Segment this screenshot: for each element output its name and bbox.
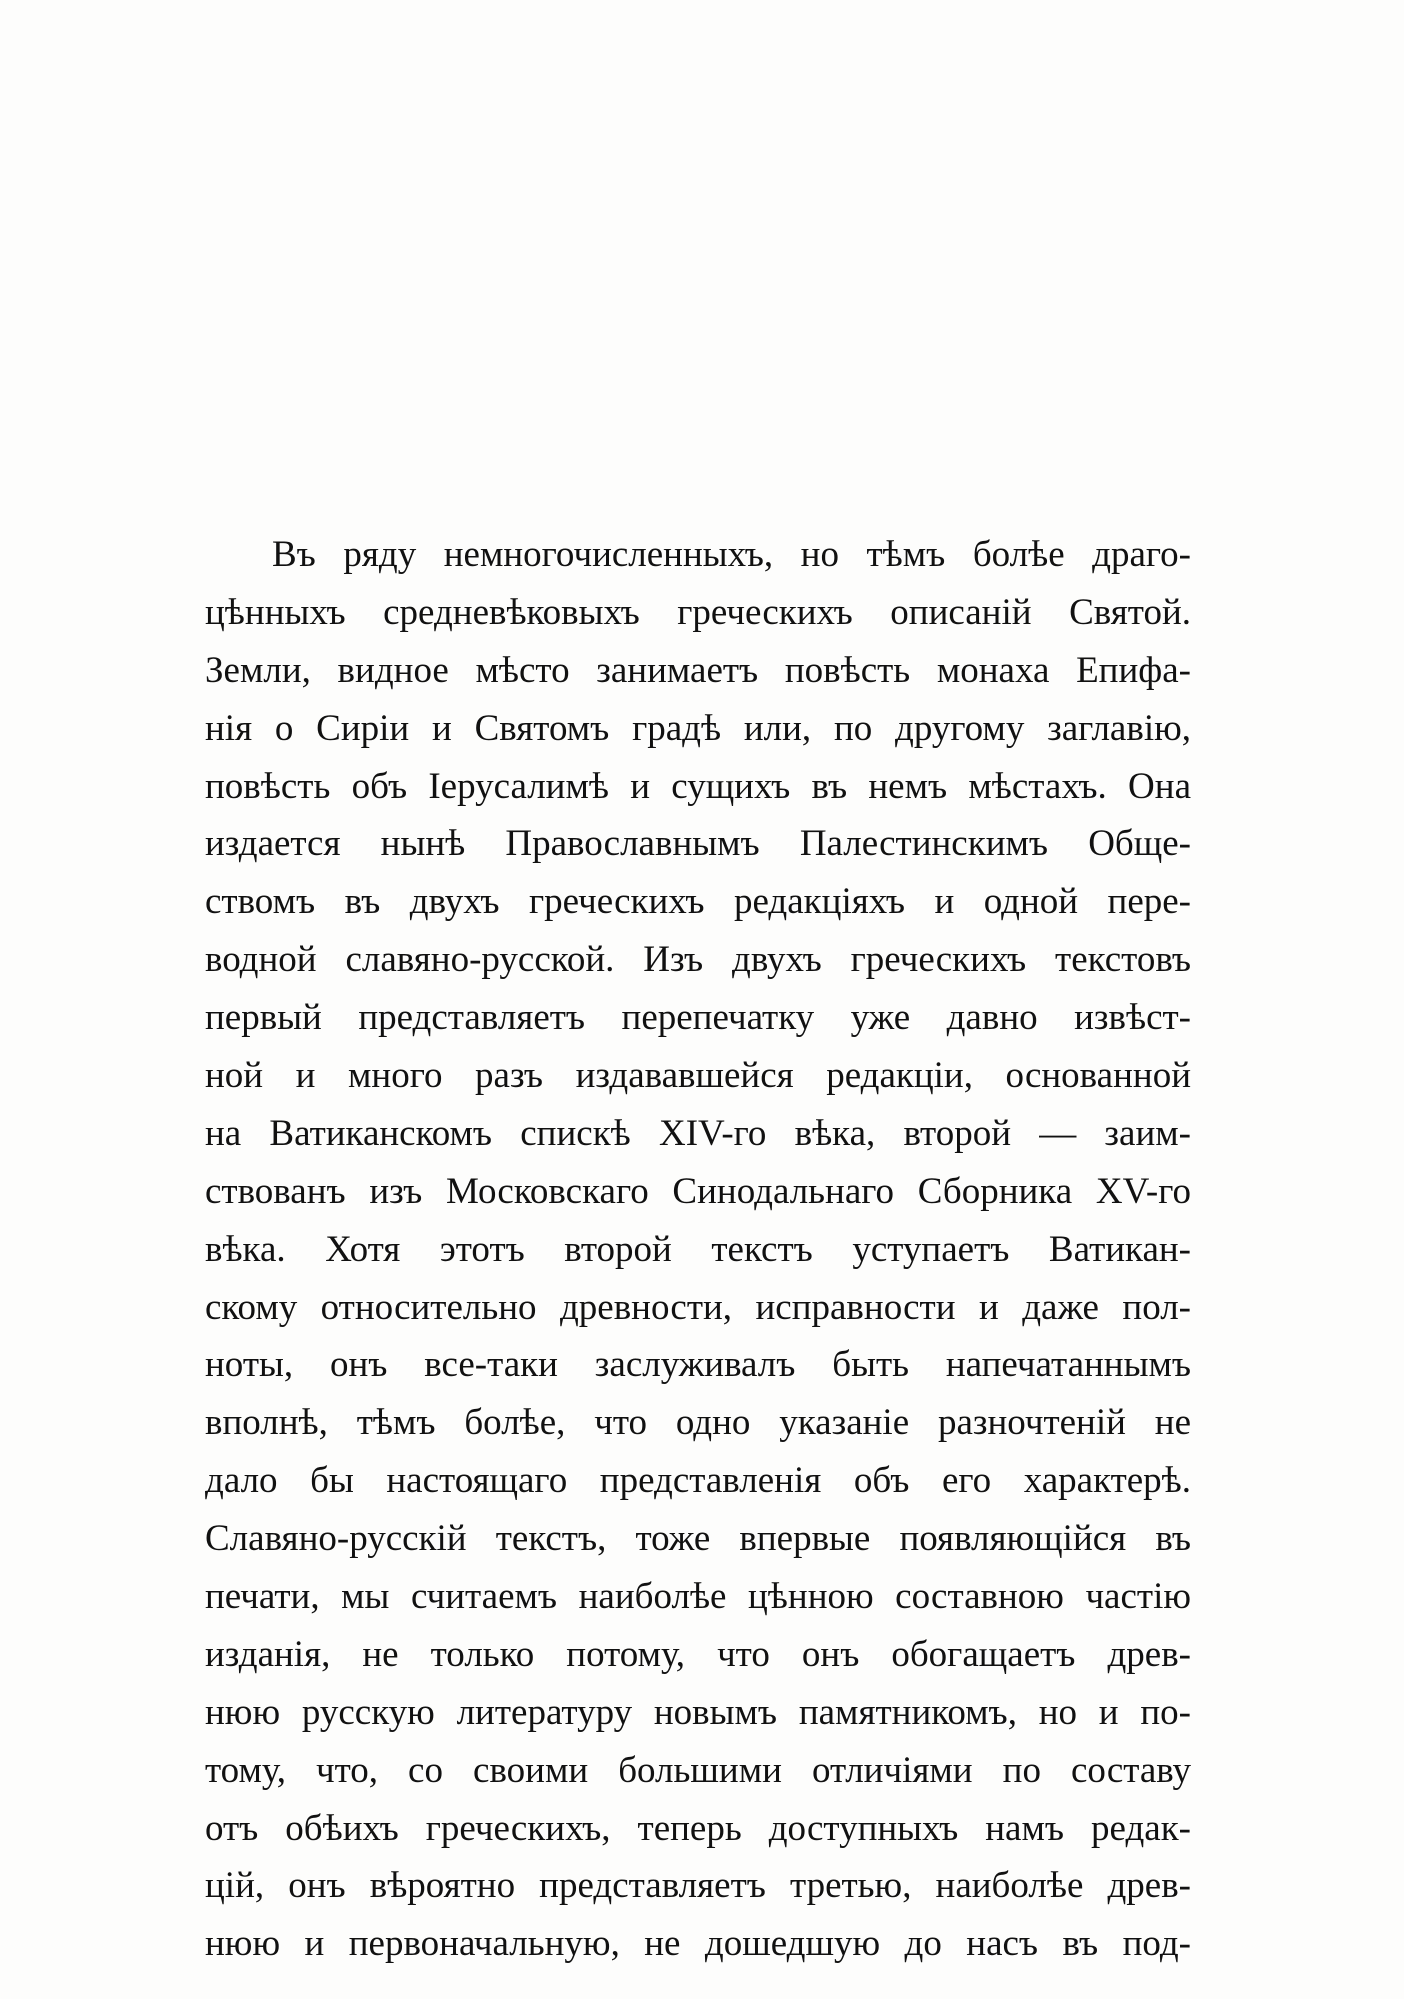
text-line: нюю русскую литературу новымъ памятникомъ, но и по- — [205, 1691, 1191, 1733]
text-line: Земли, видное мѣсто занимаетъ повѣсть монаха Епифа- — [205, 649, 1191, 691]
text-line: водной славяно-русской. Изъ двухъ греческихъ текстовъ — [205, 939, 1191, 981]
text-line: ноты, онъ все-таки заслуживалъ быть напечатаннымъ — [205, 1344, 1191, 1386]
text-line: ствомъ въ двухъ греческихъ редакціяхъ и одной пере- — [205, 881, 1191, 923]
text-line: скому относительно древности, исправности и даже пол- — [205, 1286, 1191, 1328]
text-line: Славяно-русскій текстъ, тоже впервые появляющійся въ — [205, 1518, 1191, 1560]
text-line: Въ ряду немногочисленныхъ, но тѣмъ болѣе драго- — [272, 534, 1191, 575]
text-line: цѣнныхъ средневѣковыхъ греческихъ описаній Святой. — [205, 591, 1191, 633]
text-line: нія о Сиріи и Святомъ градѣ или, по другому заглавію, — [205, 707, 1191, 749]
text-line: ной и много разъ издававшейся редакціи, основанной — [205, 1055, 1191, 1097]
text-line: нюю и первоначальную, не дошедшую до насъ въ под- — [205, 1923, 1191, 1965]
body-paragraph — [205, 526, 1191, 1973]
text-line: изданія, не только потому, что онъ обогащаетъ древ- — [205, 1633, 1191, 1675]
text-line: цій, онъ вѣроятно представляетъ третью, наиболѣе древ- — [205, 1865, 1191, 1907]
text-line: ствованъ изъ Московскаго Синодальнаго Сборника XV-го — [205, 1170, 1191, 1212]
text-line: вполнѣ, тѣмъ болѣе, что одно указаніе разночтеній не — [205, 1402, 1191, 1444]
text-line: тому, что, со своими большими отличіями по составу — [205, 1749, 1191, 1791]
text-line: отъ обѣихъ греческихъ, теперь доступныхъ намъ редак- — [205, 1807, 1191, 1849]
text-line: дало бы настоящаго представленія объ его характерѣ. — [205, 1460, 1191, 1502]
text-line: вѣка. Хотя этотъ второй текстъ уступаетъ Ватикан- — [205, 1228, 1191, 1270]
text-line: на Ватиканскомъ спискѣ XIV-го вѣка, второй — заим- — [205, 1112, 1191, 1154]
text-line: повѣсть объ Іерусалимѣ и сущихъ въ немъ мѣстахъ. Она — [205, 765, 1191, 807]
text-line: первый представляетъ перепечатку уже давно извѣст- — [205, 997, 1191, 1039]
text-line: печати, мы считаемъ наиболѣе цѣнною составною частію — [205, 1576, 1191, 1618]
text-line: издается нынѣ Православнымъ Палестинскимъ Обще- — [205, 823, 1191, 865]
